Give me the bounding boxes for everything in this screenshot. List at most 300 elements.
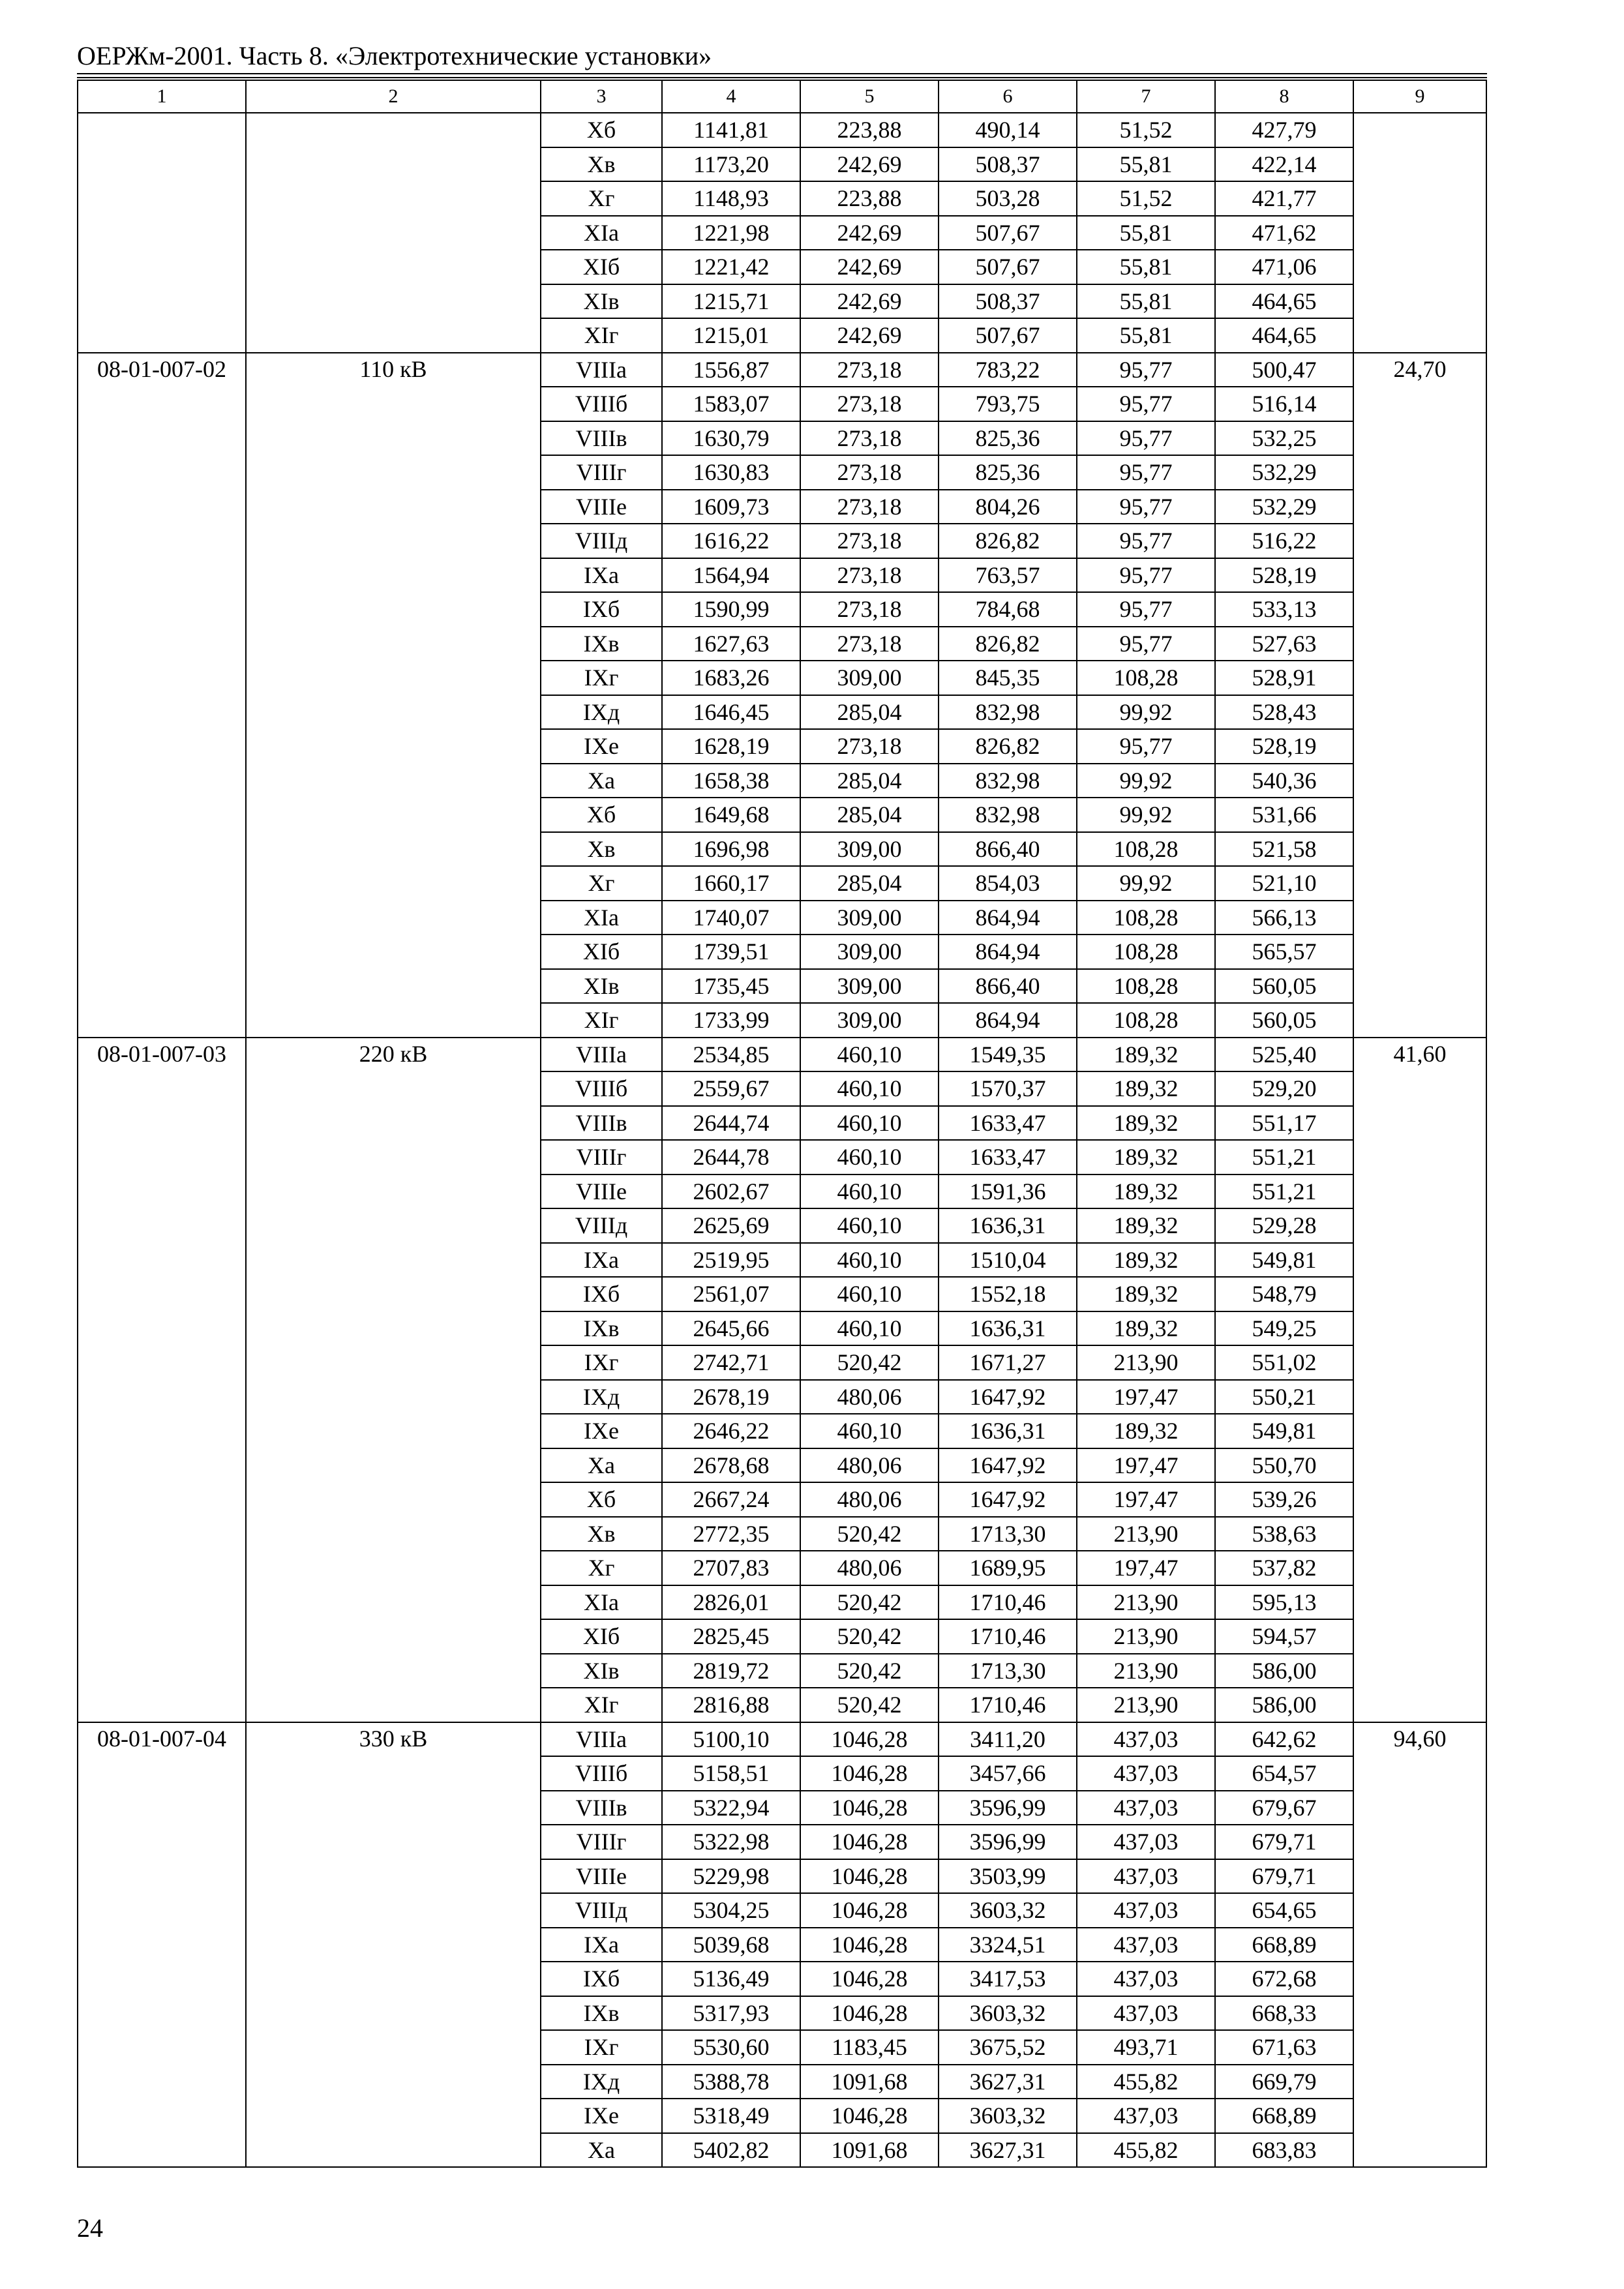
cell-col-8: 421,77	[1215, 181, 1353, 216]
cell-col-8: 427,79	[1215, 113, 1353, 147]
cell-col-6: 1636,31	[939, 1414, 1077, 1448]
cell-col-6: 1636,31	[939, 1311, 1077, 1346]
column-header-7: 7	[1077, 80, 1215, 113]
cell-col-8: 516,22	[1215, 524, 1353, 558]
cell-col-3: IХв	[541, 627, 662, 661]
cell-col-3: VIIIд	[541, 1208, 662, 1243]
cell-col-5: 285,04	[800, 695, 939, 730]
cell-col-6: 825,36	[939, 455, 1077, 490]
table-row	[78, 353, 1486, 387]
cell-col-7: 189,32	[1077, 1243, 1215, 1278]
item-code-cell: 08-01-007-03	[78, 1038, 246, 1722]
cell-col-7: 51,52	[1077, 181, 1215, 216]
cell-col-6: 832,98	[939, 798, 1077, 832]
cell-col-8: 529,20	[1215, 1071, 1353, 1106]
cell-col-3: Хб	[541, 798, 662, 832]
cell-col-7: 213,90	[1077, 1619, 1215, 1654]
cell-col-6: 508,37	[939, 284, 1077, 319]
cell-col-3: VIIIг	[541, 1140, 662, 1174]
cell-col-3: ХIб	[541, 1619, 662, 1654]
cell-col-5: 460,10	[800, 1277, 939, 1311]
cell-col-4: 1173,20	[662, 147, 800, 182]
cell-col-4: 2667,24	[662, 1482, 800, 1517]
cell-col-5: 273,18	[800, 421, 939, 456]
cell-col-3: VIIIв	[541, 1791, 662, 1825]
cell-col-5: 520,42	[800, 1654, 939, 1688]
cell-col-8: 532,29	[1215, 455, 1353, 490]
cell-col-7: 55,81	[1077, 318, 1215, 353]
cell-col-7: 437,03	[1077, 1893, 1215, 1928]
cell-col-7: 189,32	[1077, 1277, 1215, 1311]
table-row	[78, 1722, 1486, 1757]
cell-col-3: ХIа	[541, 901, 662, 935]
cell-col-6: 784,68	[939, 592, 1077, 627]
cell-col-5: 460,10	[800, 1414, 939, 1448]
cell-col-6: 1671,27	[939, 1345, 1077, 1380]
cell-col-5: 223,88	[800, 181, 939, 216]
cell-col-5: 460,10	[800, 1038, 939, 1072]
cell-col-7: 189,32	[1077, 1208, 1215, 1243]
cell-col-3: IХа	[541, 1928, 662, 1962]
cell-col-4: 5530,60	[662, 2030, 800, 2065]
cell-col-5: 309,00	[800, 661, 939, 695]
cell-col-8: 528,19	[1215, 729, 1353, 764]
cell-col-7: 213,90	[1077, 1345, 1215, 1380]
cell-col-3: VIIIб	[541, 387, 662, 421]
cell-col-5: 309,00	[800, 901, 939, 935]
cell-col-7: 189,32	[1077, 1311, 1215, 1346]
cell-col-6: 3627,31	[939, 2133, 1077, 2168]
cell-col-8: 594,57	[1215, 1619, 1353, 1654]
cell-col-8: 540,36	[1215, 764, 1353, 798]
cell-col-4: 1141,81	[662, 113, 800, 147]
cell-col-6: 825,36	[939, 421, 1077, 456]
cell-col-5: 460,10	[800, 1174, 939, 1209]
cell-col-8: 668,89	[1215, 1928, 1353, 1962]
cell-col-5: 1046,28	[800, 1859, 939, 1894]
cell-col-3: ХIв	[541, 284, 662, 319]
cell-col-7: 197,47	[1077, 1380, 1215, 1414]
cell-col-4: 5388,78	[662, 2065, 800, 2099]
cell-col-4: 2559,67	[662, 1071, 800, 1106]
cell-col-6: 3675,52	[939, 2030, 1077, 2065]
cell-col-4: 1564,94	[662, 558, 800, 593]
column-header-8: 8	[1215, 80, 1353, 113]
cell-col-4: 2644,74	[662, 1106, 800, 1141]
cell-col-4: 5158,51	[662, 1756, 800, 1791]
column-header-4: 4	[662, 80, 800, 113]
cell-col-7: 95,77	[1077, 421, 1215, 456]
cell-col-3: Хг	[541, 1551, 662, 1585]
column-numbers-row	[78, 80, 1486, 113]
cell-col-4: 2646,22	[662, 1414, 800, 1448]
cell-col-8: 565,57	[1215, 935, 1353, 969]
cell-col-3: Хг	[541, 181, 662, 216]
cell-col-8: 528,43	[1215, 695, 1353, 730]
cell-col-4: 1683,26	[662, 661, 800, 695]
cell-col-8: 551,21	[1215, 1140, 1353, 1174]
cell-col-3: Ха	[541, 2133, 662, 2168]
cell-col-3: IХа	[541, 558, 662, 593]
cell-col-3: VIIIе	[541, 1859, 662, 1894]
cell-col-7: 197,47	[1077, 1551, 1215, 1585]
cell-col-5: 520,42	[800, 1619, 939, 1654]
cell-col-4: 2772,35	[662, 1517, 800, 1551]
cell-col-5: 520,42	[800, 1345, 939, 1380]
cell-col-3: VIIIе	[541, 1174, 662, 1209]
cell-col-7: 55,81	[1077, 284, 1215, 319]
cell-col-3: VIIIд	[541, 1893, 662, 1928]
cell-col-6: 1710,46	[939, 1688, 1077, 1722]
cell-col-5: 273,18	[800, 729, 939, 764]
cell-col-6: 1510,04	[939, 1243, 1077, 1278]
cell-col-8: 537,82	[1215, 1551, 1353, 1585]
cell-col-5: 460,10	[800, 1071, 939, 1106]
cell-col-5: 309,00	[800, 969, 939, 1004]
cell-col-4: 5318,49	[662, 2099, 800, 2133]
cell-col-5: 480,06	[800, 1551, 939, 1585]
cell-col-5: 1046,28	[800, 1825, 939, 1859]
cell-col-7: 95,77	[1077, 524, 1215, 558]
cell-col-8: 679,67	[1215, 1791, 1353, 1825]
cell-col-8: 551,21	[1215, 1174, 1353, 1209]
cell-col-8: 586,00	[1215, 1688, 1353, 1722]
cell-col-5: 273,18	[800, 353, 939, 387]
cell-col-5: 460,10	[800, 1208, 939, 1243]
cell-col-7: 95,77	[1077, 592, 1215, 627]
cell-col-6: 3457,66	[939, 1756, 1077, 1791]
cell-col-4: 1660,17	[662, 866, 800, 901]
cell-col-6: 3417,53	[939, 1962, 1077, 1996]
cell-col-5: 460,10	[800, 1140, 939, 1174]
cell-col-8: 560,05	[1215, 1003, 1353, 1038]
cell-col-7: 95,77	[1077, 627, 1215, 661]
cell-col-3: VIIIб	[541, 1071, 662, 1106]
cell-col-6: 864,94	[939, 935, 1077, 969]
cell-col-5: 309,00	[800, 1003, 939, 1038]
cell-col-3: Хб	[541, 113, 662, 147]
col9-cell: 24,70	[1353, 353, 1486, 1038]
cell-col-6: 1552,18	[939, 1277, 1077, 1311]
cell-col-7: 437,03	[1077, 1791, 1215, 1825]
cell-col-5: 460,10	[800, 1106, 939, 1141]
cell-col-3: IХг	[541, 1345, 662, 1380]
cell-col-4: 5136,49	[662, 1962, 800, 1996]
cell-col-3: VIIIд	[541, 524, 662, 558]
cell-col-5: 1183,45	[800, 2030, 939, 2065]
cell-col-3: IХд	[541, 695, 662, 730]
cell-col-7: 95,77	[1077, 353, 1215, 387]
cell-col-3: ХIв	[541, 1654, 662, 1688]
cell-col-3: VIIIг	[541, 1825, 662, 1859]
cell-col-3: Хг	[541, 866, 662, 901]
cell-col-4: 1696,98	[662, 832, 800, 867]
cell-col-6: 508,37	[939, 147, 1077, 182]
cell-col-6: 1633,47	[939, 1140, 1077, 1174]
cell-col-4: 1630,79	[662, 421, 800, 456]
cell-col-3: IХе	[541, 2099, 662, 2133]
cell-col-8: 672,68	[1215, 1962, 1353, 1996]
cell-col-8: 679,71	[1215, 1859, 1353, 1894]
cell-col-6: 826,82	[939, 524, 1077, 558]
cell-col-8: 471,62	[1215, 216, 1353, 250]
cell-col-7: 189,32	[1077, 1106, 1215, 1141]
cell-col-6: 1633,47	[939, 1106, 1077, 1141]
cell-col-6: 832,98	[939, 764, 1077, 798]
cell-col-7: 213,90	[1077, 1654, 1215, 1688]
cell-col-7: 95,77	[1077, 455, 1215, 490]
cell-col-6: 503,28	[939, 181, 1077, 216]
cell-col-8: 550,70	[1215, 1448, 1353, 1483]
cell-col-3: Хв	[541, 832, 662, 867]
col9-cell: 41,60	[1353, 1038, 1486, 1722]
cell-col-5: 460,10	[800, 1311, 939, 1346]
col9-cell: 94,60	[1353, 1722, 1486, 2168]
column-header-2: 2	[246, 80, 541, 113]
cell-col-8: 528,91	[1215, 661, 1353, 695]
cell-col-3: IХб	[541, 1277, 662, 1311]
cell-col-7: 51,52	[1077, 113, 1215, 147]
cell-col-3: IХд	[541, 2065, 662, 2099]
cell-col-4: 2644,78	[662, 1140, 800, 1174]
cell-col-8: 532,25	[1215, 421, 1353, 456]
cell-col-4: 2561,07	[662, 1277, 800, 1311]
cell-col-6: 1689,95	[939, 1551, 1077, 1585]
cell-col-5: 1046,28	[800, 1791, 939, 1825]
table-row	[78, 113, 1486, 147]
cell-col-7: 99,92	[1077, 695, 1215, 730]
cell-col-3: ХIб	[541, 250, 662, 284]
cell-col-4: 1221,98	[662, 216, 800, 250]
cell-col-3: Хб	[541, 1482, 662, 1517]
cell-col-6: 3603,32	[939, 1893, 1077, 1928]
cell-col-8: 548,79	[1215, 1277, 1353, 1311]
cell-col-4: 5304,25	[662, 1893, 800, 1928]
cell-col-3: ХIг	[541, 318, 662, 353]
cell-col-3: VIIIе	[541, 490, 662, 524]
cell-col-5: 242,69	[800, 318, 939, 353]
cell-col-3: Хв	[541, 147, 662, 182]
cell-col-3: VIIIг	[541, 455, 662, 490]
cell-col-6: 1710,46	[939, 1619, 1077, 1654]
cell-col-4: 1735,45	[662, 969, 800, 1004]
header-rule-second	[77, 77, 1487, 78]
cell-col-8: 529,28	[1215, 1208, 1353, 1243]
rates-table	[77, 80, 1487, 2168]
cell-col-4: 2742,71	[662, 1345, 800, 1380]
cell-col-3: Хв	[541, 1517, 662, 1551]
cell-col-4: 2678,68	[662, 1448, 800, 1483]
cell-col-3: Ха	[541, 764, 662, 798]
page-number: 24	[77, 2213, 103, 2243]
cell-col-7: 437,03	[1077, 1962, 1215, 1996]
cell-col-3: IХб	[541, 592, 662, 627]
cell-col-4: 2816,88	[662, 1688, 800, 1722]
cell-col-6: 783,22	[939, 353, 1077, 387]
cell-col-7: 437,03	[1077, 1825, 1215, 1859]
cell-col-3: IХв	[541, 1996, 662, 2031]
cell-col-5: 285,04	[800, 764, 939, 798]
cell-col-7: 455,82	[1077, 2065, 1215, 2099]
cell-col-5: 520,42	[800, 1688, 939, 1722]
cell-col-6: 1549,35	[939, 1038, 1077, 1072]
cell-col-7: 108,28	[1077, 832, 1215, 867]
cell-col-5: 273,18	[800, 490, 939, 524]
cell-col-8: 531,66	[1215, 798, 1353, 832]
cell-col-5: 1046,28	[800, 1928, 939, 1962]
header-rule	[77, 73, 1487, 74]
cell-col-8: 551,02	[1215, 1345, 1353, 1380]
cell-col-5: 520,42	[800, 1517, 939, 1551]
item-name-cell: 330 кВ	[246, 1722, 541, 2168]
cell-col-8: 422,14	[1215, 147, 1353, 182]
cell-col-7: 99,92	[1077, 798, 1215, 832]
cell-col-7: 189,32	[1077, 1414, 1215, 1448]
cell-col-5: 1091,68	[800, 2133, 939, 2168]
cell-col-7: 437,03	[1077, 1859, 1215, 1894]
cell-col-3: IХе	[541, 1414, 662, 1448]
cell-col-8: 551,17	[1215, 1106, 1353, 1141]
item-name-cell	[246, 113, 541, 353]
cell-col-8: 560,05	[1215, 969, 1353, 1004]
cell-col-7: 108,28	[1077, 1003, 1215, 1038]
cell-col-7: 213,90	[1077, 1688, 1215, 1722]
cell-col-6: 3503,99	[939, 1859, 1077, 1894]
cell-col-4: 5322,98	[662, 1825, 800, 1859]
cell-col-6: 763,57	[939, 558, 1077, 593]
cell-col-3: VIIIа	[541, 353, 662, 387]
cell-col-3: VIIIб	[541, 1756, 662, 1791]
cell-col-4: 1658,38	[662, 764, 800, 798]
cell-col-7: 197,47	[1077, 1482, 1215, 1517]
cell-col-6: 507,67	[939, 250, 1077, 284]
cell-col-6: 804,26	[939, 490, 1077, 524]
column-header-6: 6	[939, 80, 1077, 113]
cell-col-3: ХIг	[541, 1688, 662, 1722]
cell-col-4: 1627,63	[662, 627, 800, 661]
cell-col-8: 586,00	[1215, 1654, 1353, 1688]
item-name-cell: 220 кВ	[246, 1038, 541, 1722]
cell-col-6: 507,67	[939, 318, 1077, 353]
cell-col-7: 437,03	[1077, 2099, 1215, 2133]
cell-col-3: ХIа	[541, 1585, 662, 1620]
cell-col-6: 1570,37	[939, 1071, 1077, 1106]
cell-col-5: 273,18	[800, 592, 939, 627]
cell-col-5: 1046,28	[800, 2099, 939, 2133]
col9-cell	[1353, 113, 1486, 353]
cell-col-6: 3324,51	[939, 1928, 1077, 1962]
cell-col-5: 285,04	[800, 866, 939, 901]
cell-col-5: 223,88	[800, 113, 939, 147]
cell-col-4: 1215,71	[662, 284, 800, 319]
cell-col-7: 437,03	[1077, 1722, 1215, 1757]
cell-col-8: 549,81	[1215, 1243, 1353, 1278]
cell-col-8: 679,71	[1215, 1825, 1353, 1859]
cell-col-4: 2825,45	[662, 1619, 800, 1654]
cell-col-5: 309,00	[800, 935, 939, 969]
cell-col-4: 2826,01	[662, 1585, 800, 1620]
cell-col-8: 642,62	[1215, 1722, 1353, 1757]
cell-col-3: VIIIа	[541, 1722, 662, 1757]
column-header-1: 1	[78, 80, 246, 113]
cell-col-8: 668,33	[1215, 1996, 1353, 2031]
cell-col-3: IХб	[541, 1962, 662, 1996]
cell-col-5: 242,69	[800, 250, 939, 284]
item-name-cell: 110 кВ	[246, 353, 541, 1038]
cell-col-5: 1091,68	[800, 2065, 939, 2099]
cell-col-4: 2678,19	[662, 1380, 800, 1414]
cell-col-6: 1647,92	[939, 1482, 1077, 1517]
cell-col-6: 826,82	[939, 627, 1077, 661]
cell-col-8: 549,25	[1215, 1311, 1353, 1346]
cell-col-8: 549,81	[1215, 1414, 1353, 1448]
cell-col-4: 1630,83	[662, 455, 800, 490]
cell-col-5: 273,18	[800, 558, 939, 593]
cell-col-3: VIIIв	[541, 1106, 662, 1141]
cell-col-4: 5229,98	[662, 1859, 800, 1894]
cell-col-3: VIIIв	[541, 421, 662, 456]
cell-col-4: 5039,68	[662, 1928, 800, 1962]
cell-col-8: 528,19	[1215, 558, 1353, 593]
cell-col-5: 460,10	[800, 1243, 939, 1278]
item-code-cell	[78, 113, 246, 353]
cell-col-5: 480,06	[800, 1380, 939, 1414]
cell-col-3: ХIа	[541, 216, 662, 250]
cell-col-4: 2625,69	[662, 1208, 800, 1243]
cell-col-3: ХIв	[541, 969, 662, 1004]
cell-col-3: IХв	[541, 1311, 662, 1346]
cell-col-4: 1556,87	[662, 353, 800, 387]
cell-col-7: 437,03	[1077, 1756, 1215, 1791]
cell-col-8: 550,21	[1215, 1380, 1353, 1414]
cell-col-8: 471,06	[1215, 250, 1353, 284]
cell-col-8: 464,65	[1215, 318, 1353, 353]
cell-col-8: 654,57	[1215, 1756, 1353, 1791]
cell-col-6: 3603,32	[939, 2099, 1077, 2133]
cell-col-6: 507,67	[939, 216, 1077, 250]
cell-col-7: 213,90	[1077, 1517, 1215, 1551]
cell-col-6: 866,40	[939, 969, 1077, 1004]
cell-col-7: 213,90	[1077, 1585, 1215, 1620]
cell-col-5: 1046,28	[800, 1962, 939, 1996]
cell-col-8: 521,58	[1215, 832, 1353, 867]
cell-col-6: 3596,99	[939, 1791, 1077, 1825]
cell-col-8: 683,83	[1215, 2133, 1353, 2168]
cell-col-4: 1609,73	[662, 490, 800, 524]
cell-col-3: IХе	[541, 729, 662, 764]
cell-col-4: 1583,07	[662, 387, 800, 421]
cell-col-8: 516,14	[1215, 387, 1353, 421]
cell-col-8: 525,40	[1215, 1038, 1353, 1072]
cell-col-6: 864,94	[939, 901, 1077, 935]
cell-col-6: 1647,92	[939, 1380, 1077, 1414]
column-header-9: 9	[1353, 80, 1486, 113]
cell-col-4: 1649,68	[662, 798, 800, 832]
cell-col-8: 521,10	[1215, 866, 1353, 901]
cell-col-6: 490,14	[939, 113, 1077, 147]
cell-col-6: 1713,30	[939, 1654, 1077, 1688]
cell-col-7: 108,28	[1077, 935, 1215, 969]
cell-col-7: 189,32	[1077, 1140, 1215, 1174]
cell-col-6: 1591,36	[939, 1174, 1077, 1209]
cell-col-4: 1628,19	[662, 729, 800, 764]
cell-col-4: 2707,83	[662, 1551, 800, 1585]
cell-col-4: 1148,93	[662, 181, 800, 216]
cell-col-6: 3627,31	[939, 2065, 1077, 2099]
cell-col-5: 273,18	[800, 455, 939, 490]
column-header-3: 3	[541, 80, 662, 113]
cell-col-7: 455,82	[1077, 2133, 1215, 2168]
